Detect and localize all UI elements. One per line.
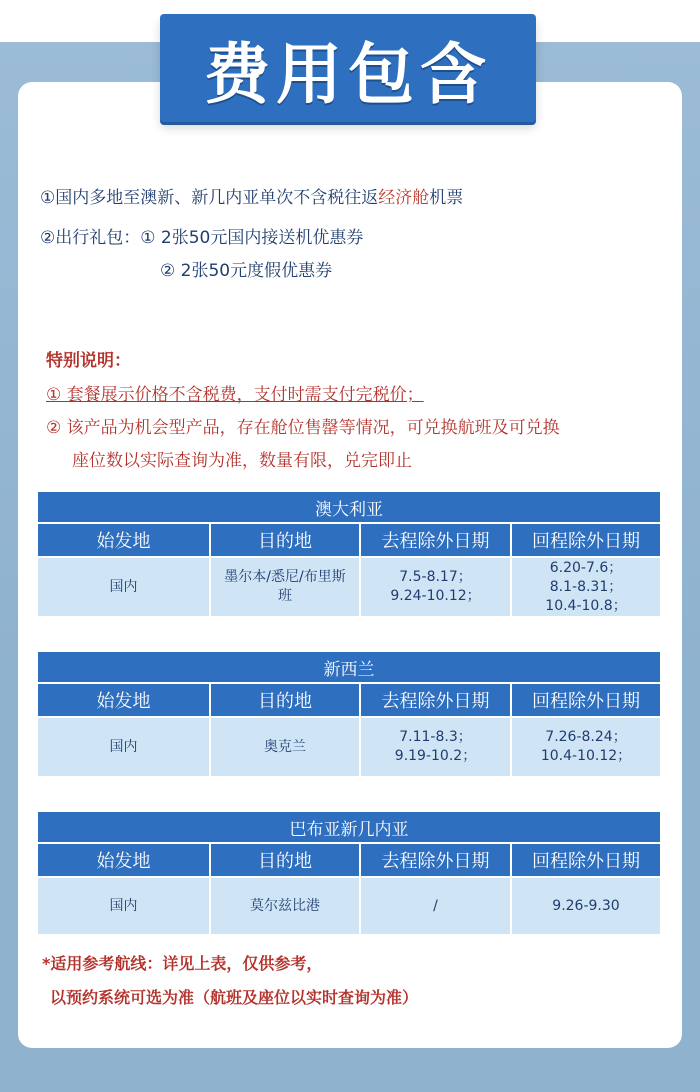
return-date-range: 8.1-8.31； [549,578,623,595]
footer-note-line-2: 以预约系统可选为准（航班及座位以实时查询为准） [50,988,419,1007]
column-header-origin: 始发地 [37,843,210,877]
table-row [37,717,661,777]
column-header-origin: 始发地 [37,683,210,717]
title-banner [160,14,536,122]
outbound-cell [360,557,511,617]
region-header: 巴布亚新几内亚 [37,811,661,843]
page-title: 费用包含 [204,35,492,113]
destination-cell: 奥克兰 [210,717,360,777]
return-cell: 9.26-9.30 [511,877,661,935]
outbound-date-range: 7.11-8.3； [399,729,472,745]
table-row [37,557,661,617]
column-header-destination: 目的地 [210,523,360,557]
notes-item-2: ② 该产品为机会型产品，存在舱位售罄等情况，可兑换航班及可兑换 [46,418,560,438]
notes-item-2-cont: 座位数以实际查询为准，数量有限，兑完即止 [72,451,412,471]
origin-cell: 国内 [37,717,210,777]
outbound-date-range: 7.5-8.17； [399,569,472,585]
return-cell [511,717,661,777]
region-header: 新西兰 [37,651,661,683]
outbound-date-range: 9.24-10.12； [390,588,481,604]
region-header: 澳大利亚 [37,491,661,523]
column-header-return: 回程除外日期 [511,843,661,877]
include-line-gift: ②出行礼包：① 2张50元国内接送机优惠券 [40,228,364,248]
table-papua-new-guinea [36,810,662,936]
destination-cell: 莫尔兹比港 [210,877,360,935]
include-cabin-class: 经济舱 [378,188,430,208]
empty-row [37,777,661,809]
outbound-cell [360,717,511,777]
include-flight-suffix: 机票 [429,188,464,208]
include-line-coupon: ② 2张50元度假优惠券 [160,261,333,281]
table-australia [36,490,662,650]
notes-title: 特别说明： [46,351,131,371]
return-date-range: 10.4-10.8； [545,597,627,614]
outbound-cell: / [360,877,511,935]
column-header-outbound: 去程除外日期 [360,523,511,557]
column-header-outbound: 去程除外日期 [360,843,511,877]
empty-row [37,617,661,649]
include-flight-text: ①国内多地至澳新、新几内亚单次不含税往返 [40,188,379,208]
outbound-date-range: 9.19-10.2； [394,748,477,764]
return-date-range: 10.4-10.12； [540,748,632,764]
column-header-destination: 目的地 [210,683,360,717]
include-line-flight [40,183,463,208]
column-header-return: 回程除外日期 [511,523,661,557]
destination-cell: 墨尔本/悉尼/布里斯班 [210,557,360,617]
return-date-range: 6.20-7.6； [549,559,623,576]
column-header-destination: 目的地 [210,843,360,877]
table-new-zealand [36,650,662,810]
column-header-origin: 始发地 [37,523,210,557]
origin-cell: 国内 [37,557,210,617]
origin-cell: 国内 [37,877,210,935]
column-header-outbound: 去程除外日期 [360,683,511,717]
footer-note-line-1: *适用参考航线：详见上表，仅供参考， [42,954,323,973]
column-header-return: 回程除外日期 [511,683,661,717]
return-cell [511,557,661,617]
table-row [37,877,661,935]
return-date-range: 7.26-8.24； [545,729,627,745]
notes-item-1: ① 套餐展示价格不含税费，支付时需支付完税价； [46,385,424,405]
